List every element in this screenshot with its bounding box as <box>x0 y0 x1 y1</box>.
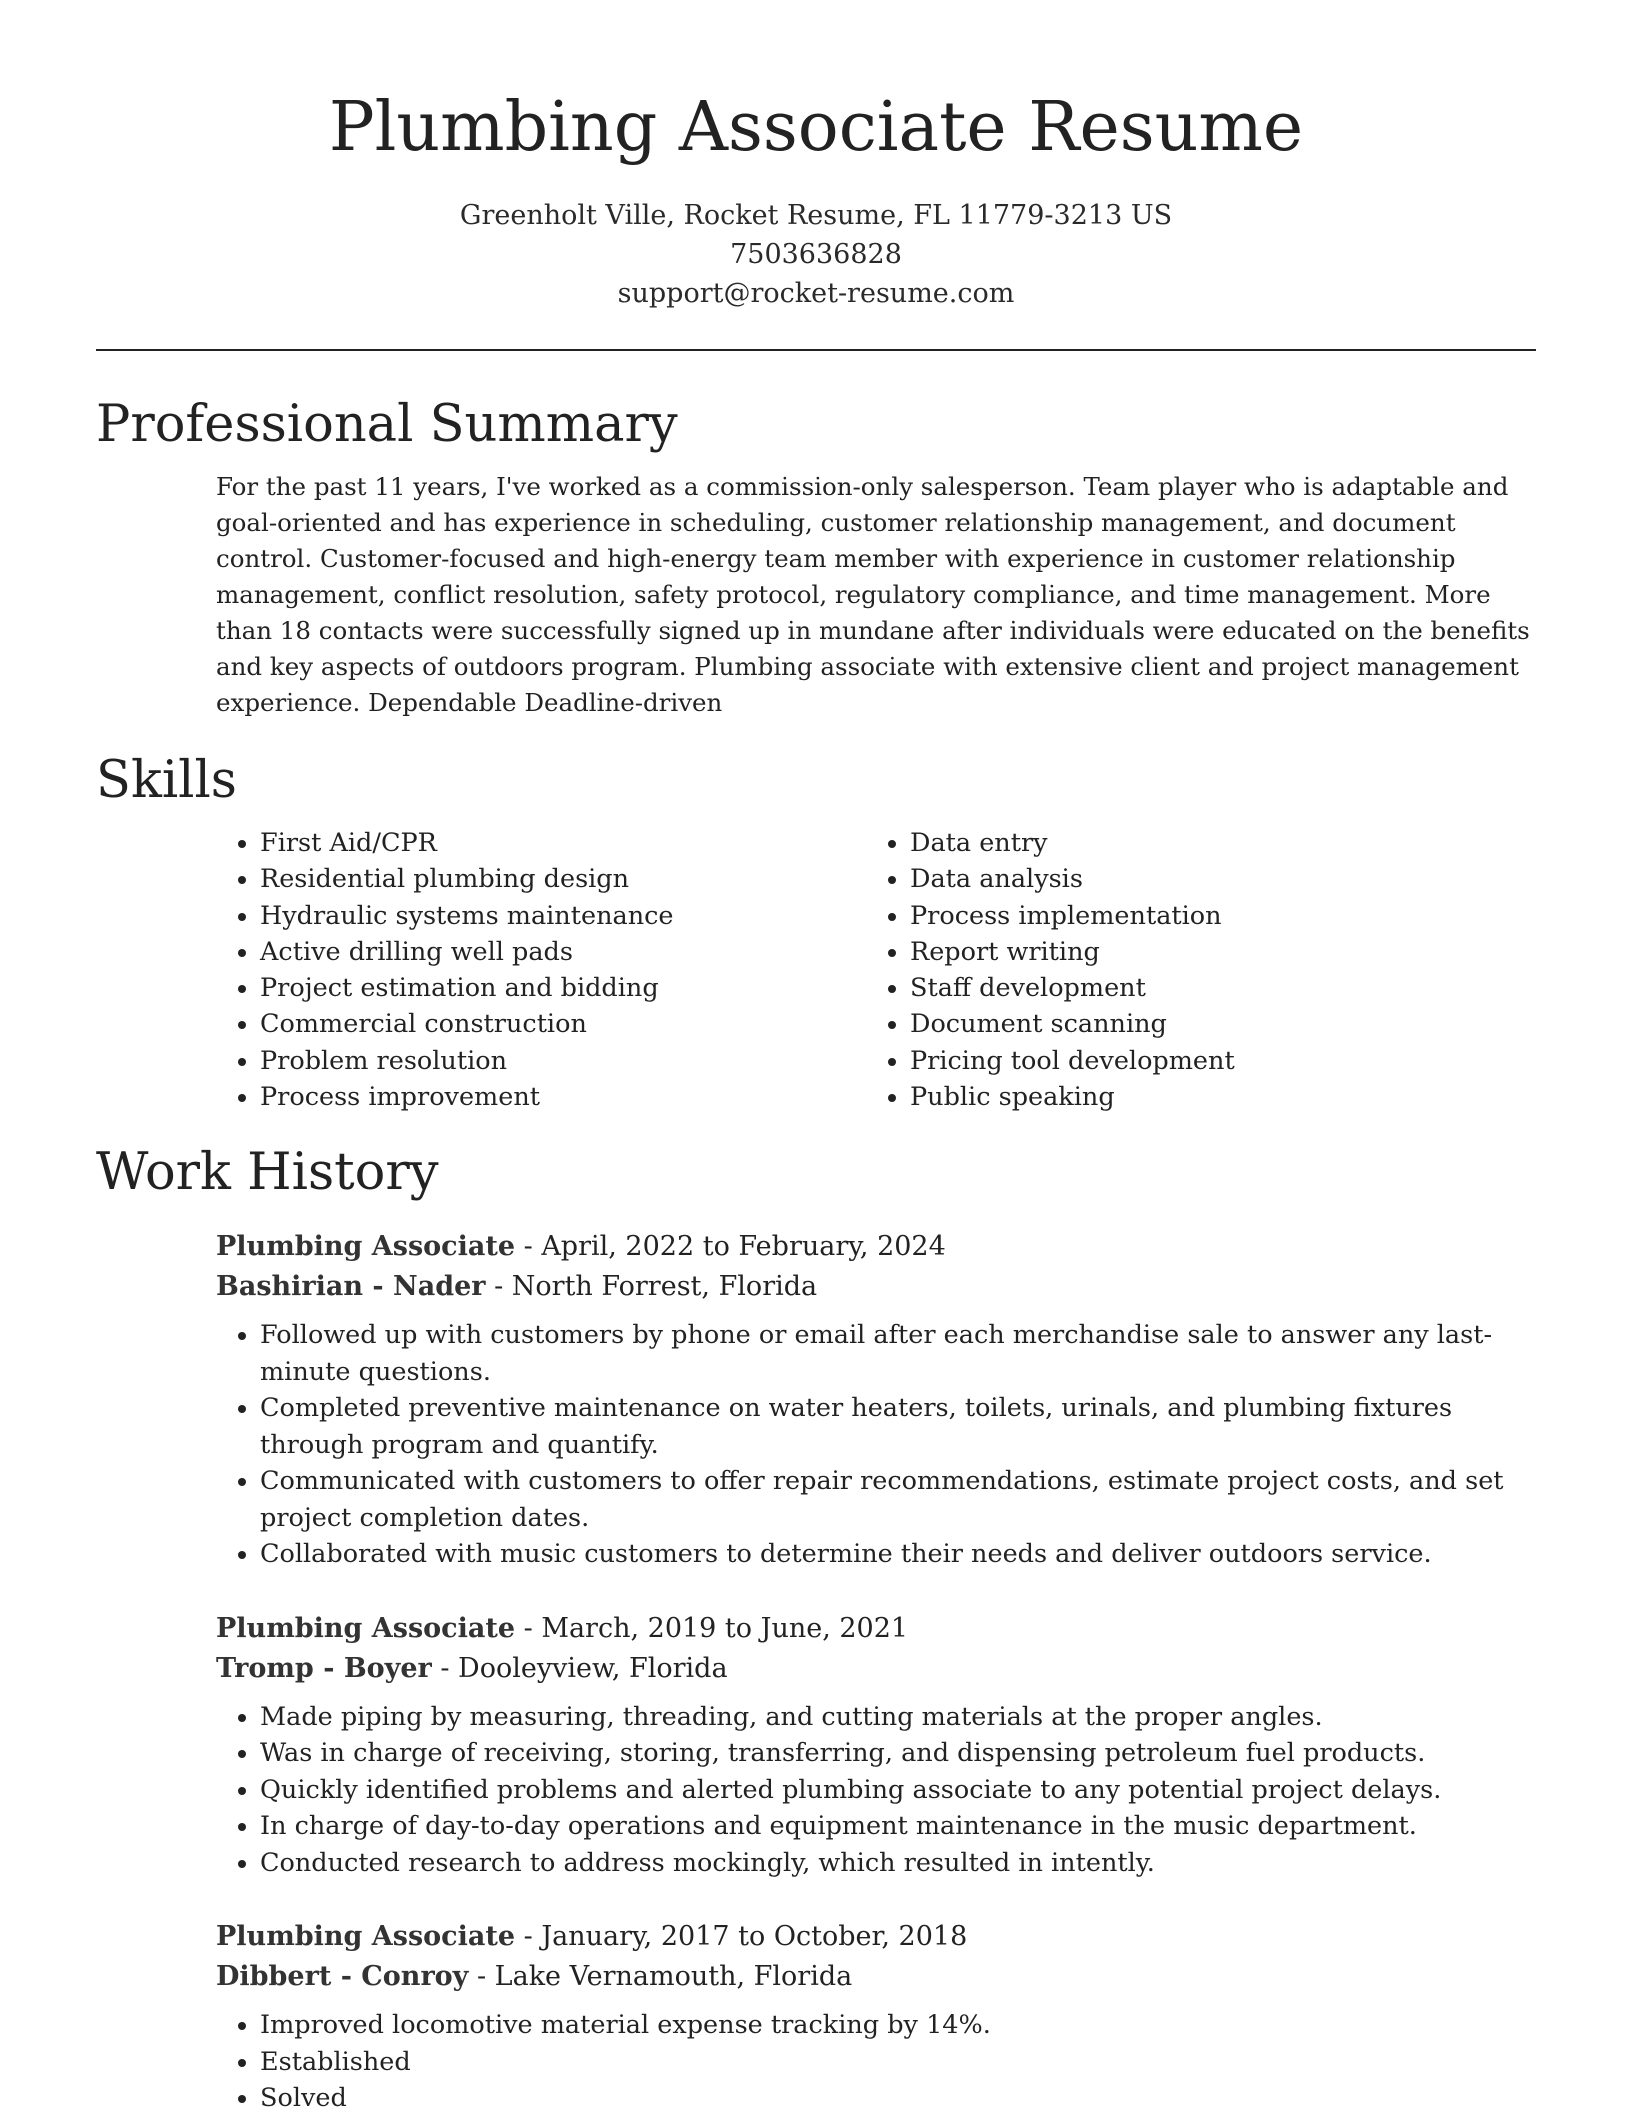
summary-text: For the past 11 years, I've worked as a commission-only salesperson. Team player who is adaptable and goal-oriented and has experience in scheduling, customer relationship management, and document control. Customer-focused and high-energy team member with experience in customer relationship management, conflict resolution, safety protocol, regulatory compliance, and time management. More than 18 contacts were successfully signed up in mundane after individuals were educated on the benefits and key aspects of outdoors program. Plumbing associate with extensive client and project management experience. Dependable Deadline-driven <box>216 472 1530 717</box>
job-entry <box>216 1227 1536 1573</box>
job-bullets <box>216 1699 1536 1882</box>
job-dates: April, 2022 to February, 2024 <box>541 1231 946 1263</box>
skills-list <box>216 825 1536 1115</box>
job-location: Lake Vernamouth, Florida <box>494 1961 853 1993</box>
job-company-line: Tromp - Boyer - Dooleyview, Florida <box>216 1652 728 1684</box>
email: support@rocket-resume.com <box>617 278 1015 309</box>
job-bullet: • Collaborated with music customers to determine their needs and deliver outdoors service. <box>260 1536 1536 1573</box>
job-company-line: Bashirian - Nader - North Forrest, Florida <box>216 1271 818 1303</box>
job-bullet: • Solved <box>260 2080 1536 2117</box>
job-company: Tromp - Boyer <box>216 1652 432 1684</box>
job-title: Plumbing Associate <box>216 1612 516 1644</box>
skill-item: • Public speaking <box>910 1079 1516 1115</box>
job-location: Dooleyview, Florida <box>458 1652 728 1684</box>
skill-item: • Process implementation <box>910 898 1516 934</box>
skill-item: • Project estimation and bidding <box>260 970 866 1006</box>
job-title: Plumbing Associate <box>216 1921 516 1953</box>
skill-item: • First Aid/CPR <box>260 825 866 861</box>
job-dates: March, 2019 to June, 2021 <box>541 1612 909 1644</box>
skill-item: • Document scanning <box>910 1006 1516 1042</box>
resume-title: Plumbing Associate Resume <box>328 88 1304 167</box>
skill-item: • Staff development <box>910 970 1516 1006</box>
job-bullet: • Communicated with customers to offer repair recommendations, estimate project costs, and set project completion dates. <box>260 1463 1536 1536</box>
job-bullet: • In charge of day-to-day operations and equipment maintenance in the music department. <box>260 1808 1536 1845</box>
skill-item: • Data entry <box>910 825 1516 861</box>
job-title: Plumbing Associate <box>216 1231 516 1263</box>
skill-item: • Active drilling well pads <box>260 934 866 970</box>
skill-item: • Residential plumbing design <box>260 861 866 897</box>
skill-item: • Report writing <box>910 934 1516 970</box>
job-entry <box>216 1609 1536 1882</box>
work-history-heading: Work History <box>96 1143 439 1203</box>
job-title-line: Plumbing Associate - March, 2019 to June, 2021 <box>216 1612 909 1644</box>
job-entry <box>216 1917 1536 2117</box>
address: Greenholt Ville, Rocket Resume, FL 11779-3213 US <box>459 200 1173 231</box>
skill-item: • Hydraulic systems maintenance <box>260 898 866 934</box>
job-title-line: Plumbing Associate - April, 2022 to February, 2024 <box>216 1231 946 1263</box>
phone: 7503636828 <box>730 239 902 270</box>
job-bullet: • Made piping by measuring, threading, and cutting materials at the proper angles. <box>260 1699 1536 1736</box>
job-bullets <box>216 1317 1536 1573</box>
skill-item: • Problem resolution <box>260 1043 866 1079</box>
job-company-line: Dibbert - Conroy - Lake Vernamouth, Florida <box>216 1961 853 1993</box>
skill-item: • Pricing tool development <box>910 1043 1516 1079</box>
job-bullet: • Established <box>260 2044 1536 2081</box>
job-bullet: • Followed up with customers by phone or email after each merchandise sale to answer any last-minute questions. <box>260 1317 1536 1390</box>
skills-heading: Skills <box>96 751 237 810</box>
skill-item: • Process improvement <box>260 1079 866 1115</box>
resume-page <box>96 0 1536 2117</box>
job-title-line: Plumbing Associate - January, 2017 to October, 2018 <box>216 1921 968 1953</box>
job-company: Dibbert - Conroy <box>216 1961 469 1993</box>
job-bullet: • Completed preventive maintenance on water heaters, toilets, urinals, and plumbing fixtures through program and quantify. <box>260 1390 1536 1463</box>
job-dates: January, 2017 to October, 2018 <box>541 1921 968 1953</box>
skill-item: • Data analysis <box>910 861 1516 897</box>
skills-column-right <box>866 825 1516 1115</box>
job-bullet: • Was in charge of receiving, storing, transferring, and dispensing petroleum fuel products. <box>260 1735 1536 1772</box>
job-company: Bashirian - Nader <box>216 1271 486 1303</box>
contact-block <box>96 196 1536 313</box>
skill-item: • Commercial construction <box>260 1006 866 1042</box>
job-bullet: • Quickly identified problems and alerted plumbing associate to any potential project delays. <box>260 1772 1536 1809</box>
job-bullet: • Improved locomotive material expense tracking by 14%. <box>260 2007 1536 2044</box>
resume-header <box>96 0 1536 313</box>
job-bullet: • Conducted research to address mockingly, which resulted in intently. <box>260 1845 1536 1882</box>
summary-heading: Professional Summary <box>96 395 678 454</box>
header-divider <box>96 349 1536 351</box>
skills-column-left <box>216 825 866 1115</box>
job-bullets <box>216 2007 1536 2117</box>
job-location: North Forrest, Florida <box>511 1271 818 1303</box>
